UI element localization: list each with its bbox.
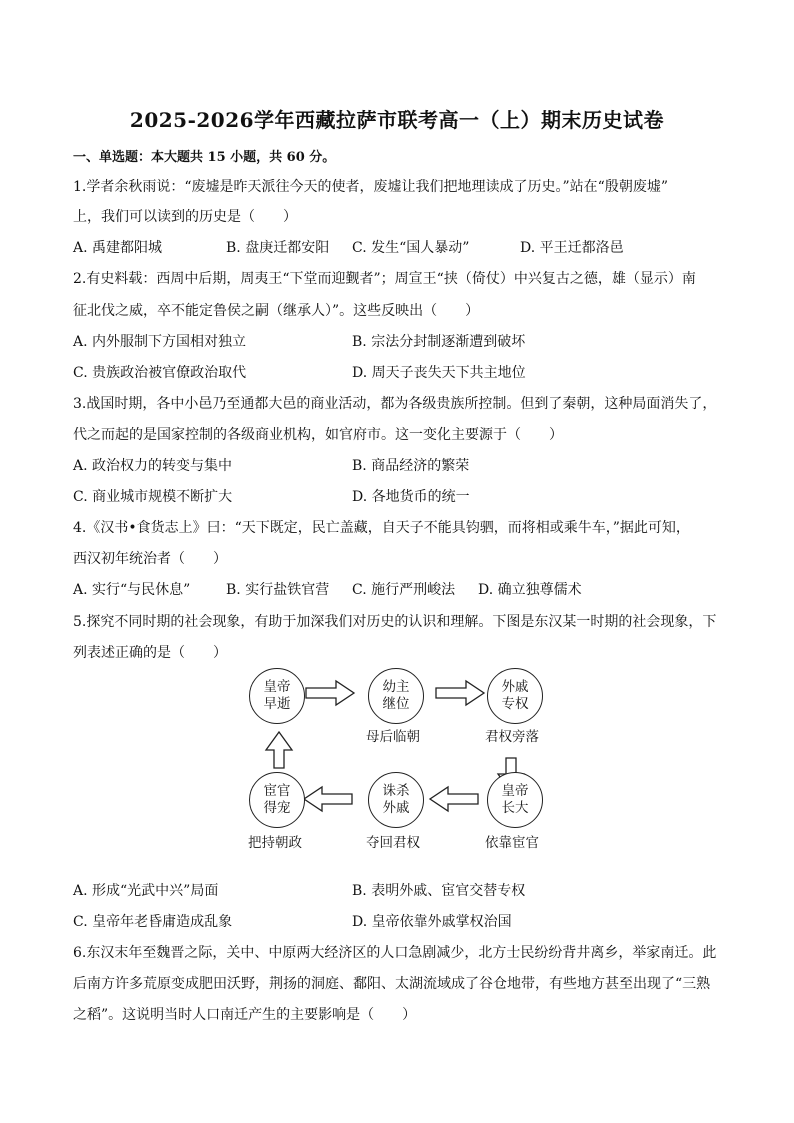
caption-imperial-power-lost: 君权旁落 bbox=[485, 729, 539, 745]
section-heading: 一、单选题：本大题共 15 小题，共 60 分。 bbox=[73, 150, 336, 165]
question-2-line-2: 征北伐之威，卒不能定鲁侯之嗣（继承人）”。这些反映出（ ） bbox=[73, 303, 480, 319]
question-3-option-a[interactable]: A. 政治权力的转变与集中 bbox=[73, 458, 233, 474]
question-5-line-1: 5.探究不同时期的社会现象，有助于加深我们对历史的认识和理解。下图是东汉某一时期的社会现象，下 bbox=[73, 614, 717, 630]
arrow-left-icon bbox=[430, 787, 478, 811]
node-text: 幼主 bbox=[382, 679, 410, 695]
question-6-line-1: 6.东汉末年至魏晋之际，关中、中原两大经济区的人口急剧减少，北方士民纷纷背井离乡，举家南迁。此 bbox=[73, 945, 717, 961]
node-young-heir-enthroned bbox=[368, 668, 424, 724]
question-2-line-1: 2.有史料载：西周中后期，周夷王“下堂而迎觐者”；周宣王“挟（倚仗）中兴复古之德，雄（显示）南 bbox=[73, 271, 696, 287]
node-text: 外戚 bbox=[382, 800, 410, 816]
question-5-line-2: 列表述正确的是（ ） bbox=[73, 645, 227, 661]
question-4-line-2: 西汉初年统治者（ ） bbox=[73, 551, 227, 567]
question-5-option-d[interactable]: D. 皇帝依靠外戚掌权治国 bbox=[352, 914, 512, 930]
question-4-line-1: 4.《汉书•食货志上》曰：“天下既定，民亡盖藏，自天子不能具钧驷，而将相或乘牛车，”据此可知， bbox=[73, 520, 690, 536]
question-3-line-1: 3.战国时期，各中小邑乃至通都大邑的商业活动，都为各级贵族所控制。但到了秦朝，这种局面消失了， bbox=[73, 396, 717, 412]
question-6-line-3: 之稻”。这说明当时人口南迁产生的主要影响是（ ） bbox=[73, 1007, 417, 1023]
question-1-line-2: 上，我们可以读到的历史是（ ） bbox=[73, 209, 297, 225]
node-text: 早逝 bbox=[263, 696, 291, 712]
node-text: 皇帝 bbox=[263, 679, 291, 695]
question-2-option-b[interactable]: B. 宗法分封制逐渐遭到破坏 bbox=[352, 334, 526, 350]
question-3-option-d[interactable]: D. 各地货币的统一 bbox=[352, 489, 470, 505]
node-text: 宦官 bbox=[263, 783, 291, 799]
question-1-line-1: 1.学者余秋雨说：“废墟是昨天派往今天的使者，废墟让我们把地理读成了历史。”站在“殷朝废墟” bbox=[73, 179, 668, 195]
question-3-option-c[interactable]: C. 商业城市规模不断扩大 bbox=[73, 489, 233, 505]
node-emperor-early-death bbox=[249, 668, 305, 724]
node-text: 继位 bbox=[382, 696, 410, 712]
node-eunuchs-favored bbox=[249, 772, 305, 828]
question-2-option-d[interactable]: D. 周天子丧失天下共主地位 bbox=[352, 365, 526, 381]
node-emperor-grown-up bbox=[487, 772, 543, 828]
caption-regain-power: 夺回君权 bbox=[366, 835, 420, 851]
node-text: 长大 bbox=[501, 800, 529, 816]
question-1-option-c[interactable]: C. 发生“国人暴动” bbox=[352, 240, 470, 256]
arrow-right-icon bbox=[436, 681, 484, 705]
caption-rely-on-eunuchs: 依靠宦官 bbox=[485, 835, 539, 851]
node-kill-consort-clan bbox=[368, 772, 424, 828]
question-2-option-a[interactable]: A. 内外服制下方国相对独立 bbox=[73, 334, 247, 350]
question-4-option-c[interactable]: C. 施行严刑峻法 bbox=[352, 582, 456, 598]
question-1-option-a[interactable]: A. 禹建都阳城 bbox=[73, 240, 163, 256]
question-6-line-2: 后南方许多荒原变成肥田沃野，荆扬的洞庭、鄱阳、太湖流域成了谷仓地带，有些地方甚至出现了“三熟 bbox=[73, 976, 711, 992]
node-text: 皇帝 bbox=[501, 783, 529, 799]
question-5-option-a[interactable]: A. 形成“光武中兴”局面 bbox=[73, 883, 219, 899]
question-2-option-c[interactable]: C. 贵族政治被官僚政治取代 bbox=[73, 365, 247, 381]
node-text: 诛杀 bbox=[382, 783, 410, 799]
arrow-up-icon bbox=[266, 732, 292, 768]
question-4-option-b[interactable]: B. 实行盐铁官营 bbox=[226, 582, 330, 598]
arrow-left-icon bbox=[304, 787, 352, 811]
caption-empress-dowager-regency: 母后临朝 bbox=[366, 729, 420, 745]
question-3-line-2: 代之而起的是国家控制的各级商业机构，如官府市。这一变化主要源于（ ） bbox=[73, 427, 563, 443]
exam-title: 2025-2026学年西藏拉萨市联考高一（上）期末历史试卷 bbox=[129, 108, 665, 132]
arrow-right-icon bbox=[306, 681, 354, 705]
node-text: 专权 bbox=[501, 696, 529, 712]
question-4-option-a[interactable]: A. 实行“与民休息” bbox=[73, 582, 191, 598]
question-5-option-c[interactable]: C. 皇帝年老昏庸造成乱象 bbox=[73, 914, 233, 930]
question-4-option-d[interactable]: D. 确立独尊儒术 bbox=[478, 582, 582, 598]
node-text: 得宠 bbox=[263, 800, 291, 816]
question-5-option-b[interactable]: B. 表明外戚、宦官交替专权 bbox=[352, 883, 526, 899]
node-text: 外戚 bbox=[501, 679, 529, 695]
question-3-option-b[interactable]: B. 商品经济的繁荣 bbox=[352, 458, 470, 474]
caption-control-court: 把持朝政 bbox=[248, 835, 302, 851]
question-1-option-b[interactable]: B. 盘庚迁都安阳 bbox=[226, 240, 330, 256]
eastern-han-cycle-diagram bbox=[240, 668, 560, 858]
node-consort-clan-dominance bbox=[487, 668, 543, 724]
question-1-option-d[interactable]: D. 平王迁都洛邑 bbox=[520, 240, 624, 256]
